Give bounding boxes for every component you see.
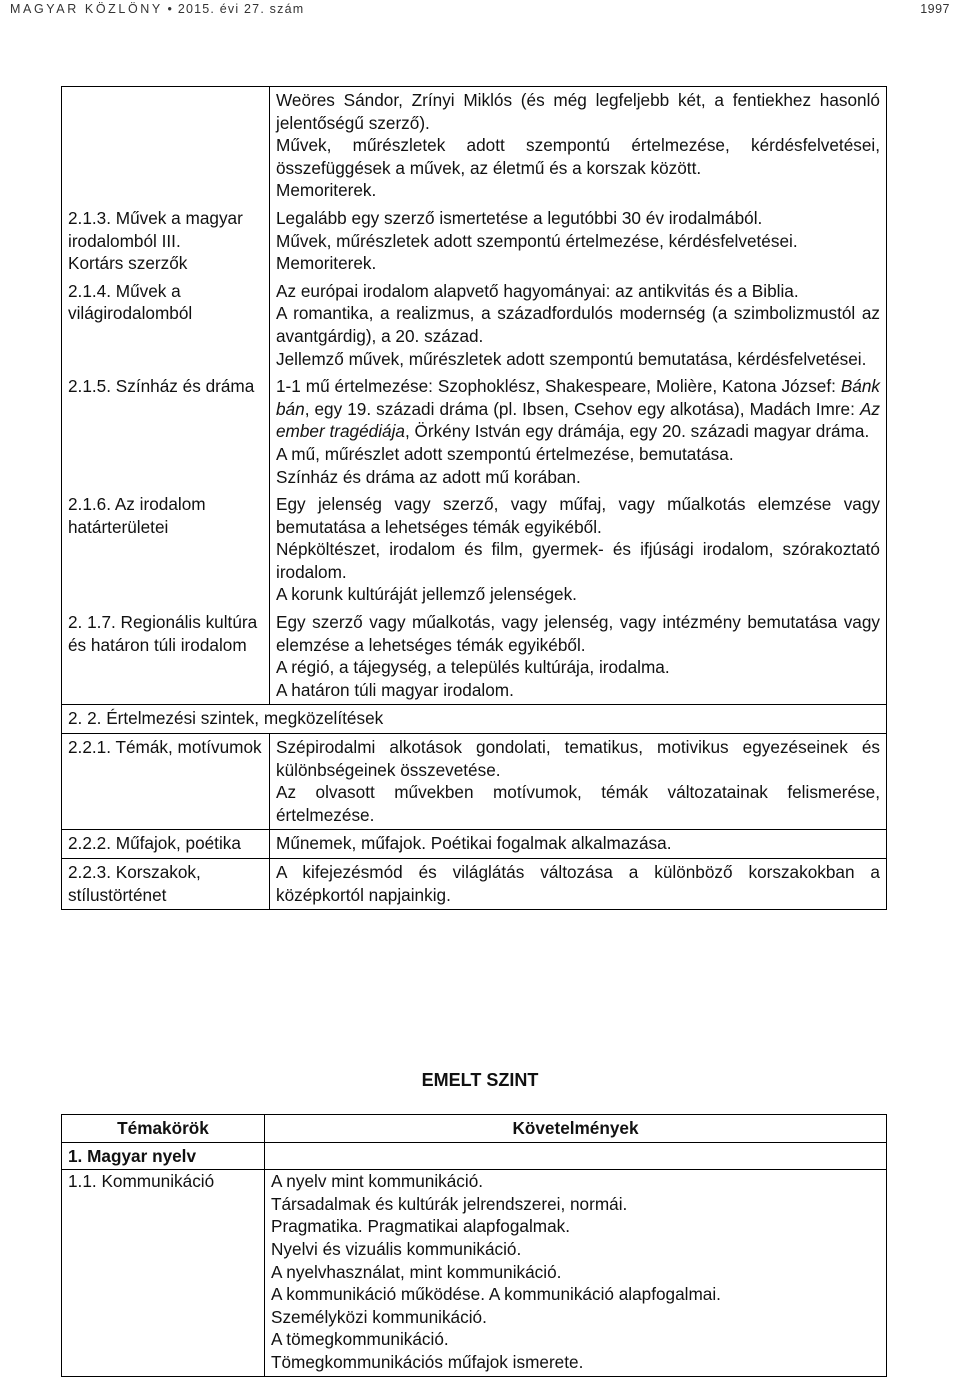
topic-cell [62, 87, 270, 205]
table-row [62, 491, 887, 609]
table-row [62, 859, 887, 910]
requirement-cell [270, 373, 887, 491]
requirement-line: Legalább egy szerző ismertetése a legutóbbi 30 év irodalmából. [276, 207, 763, 228]
requirement-line: Művek, műrészletek adott szempontú értelmezése, kérdésfelvetései. [276, 230, 798, 251]
header-left [10, 2, 304, 16]
topic-cell [62, 734, 270, 830]
table-row [62, 609, 887, 705]
requirement-line: Népköltészet, irodalom és film, gyermek- és ifjúsági irodalom, szórakoztató irodalom. [276, 539, 880, 582]
topic-cell [62, 609, 270, 705]
section-heading: 2. 2. Értelmezési szintek, megközelítések [62, 705, 887, 734]
table-row [62, 1170, 887, 1376]
requirement-line: A romantika, a realizmus, a századfordulós modernség (a szimbolizmustól az avantgárdig), a 20. század. [276, 303, 880, 346]
requirement-line: Az olvasott művekben motívumok, témák változatainak felismerése, értelmezése. [276, 782, 880, 825]
table-row [62, 830, 887, 859]
requirement-line: Az európai irodalom alapvető hagyományai: az antikvitás és a Biblia. [276, 280, 799, 301]
requirement-line: Memoriterek. [276, 180, 377, 201]
requirement-cell [270, 859, 887, 910]
requirement-cell [270, 830, 887, 859]
requirement-line: A korunk kultúráját jellemző jelenségek. [276, 584, 577, 605]
requirement-cell [270, 734, 887, 830]
requirement-line: Szépirodalmi alkotások gondolati, tematikus, motivikus egyezéseinek és különbségeinek összevetése. [276, 737, 880, 780]
requirement-line: Memoriterek. [276, 253, 377, 274]
section-heading: 1. Magyar nyelv [62, 1142, 265, 1170]
header-row [62, 1115, 887, 1143]
requirement-line: Jellemző művek, műrészletek adott szempontú bemutatása, kérdésfelvetései. [276, 348, 867, 369]
requirement-cell [270, 491, 887, 609]
table-row [62, 278, 887, 373]
requirement-cell [265, 1170, 887, 1376]
page-number: 1997 [920, 2, 950, 16]
requirement-line: Társadalmak és kultúrák jelrendszerei, normái. [271, 1193, 628, 1214]
text-run: , Örkény István egy drámája, egy 20. századi magyar dráma. [404, 421, 870, 442]
requirement-line: Egy szerző vagy műalkotás, vagy jelenség, vagy intézmény bemutatása vagy elemzése a lehetséges témák egyikéből. [276, 612, 880, 655]
topic-cell [62, 278, 270, 373]
publication-name: MAGYAR KÖZLÖNY [10, 2, 163, 16]
empty-cell [265, 1142, 887, 1170]
column-header-requirements: Követelmények [265, 1115, 887, 1143]
requirement-line: A kommunikáció működése. A kommunikáció alapfogalmai. [271, 1284, 721, 1305]
topic-title: 2.1.6. Az irodalom határterületei [68, 494, 206, 537]
requirement-line: Pragmatika. Pragmatikai alapfogalmak. [271, 1216, 571, 1237]
topic-cell [62, 859, 270, 910]
text-run: 1-1 mű értelmezése: Szophoklész, Shakespeare, Molière, Katona József: [276, 376, 841, 397]
requirement-paragraph [276, 375, 880, 443]
topic-cell [62, 205, 270, 278]
table-row [62, 373, 887, 491]
requirement-cell [270, 278, 887, 373]
table-row [62, 734, 887, 830]
topic-title: 2. 1.7. Regionális kultúra és határon túli irodalom [68, 612, 258, 655]
requirement-line: Műnemek, műfajok. Poétikai fogalmak alkalmazása. [276, 833, 672, 854]
requirements-table [61, 86, 887, 910]
requirement-cell [270, 609, 887, 705]
emelt-table [61, 1114, 887, 1377]
requirement-line: Nyelvi és vizuális kommunikáció. [271, 1238, 522, 1259]
topic-title: 2.2.2. Műfajok, poétika [68, 833, 241, 854]
topic-title: 1.1. Kommunikáció [62, 1170, 265, 1376]
topic-title: 2.1.5. Színház és dráma [68, 376, 255, 397]
emelt-szint-title: EMELT SZINT [421, 1070, 539, 1090]
text-run: , egy 19. századi dráma (pl. Ibsen, Csehov egy alkotása), Madách Imre: [304, 398, 860, 419]
requirement-line: Színház és dráma az adott mű korában. [276, 466, 581, 487]
topic-cell [62, 373, 270, 491]
column-header-topics: Témakörök [62, 1115, 265, 1143]
requirement-cell [270, 205, 887, 278]
requirement-line: A tömegkommunikáció. [271, 1329, 449, 1350]
section-row [62, 1142, 887, 1170]
page-header [10, 2, 950, 22]
requirement-line: Weöres Sándor, Zrínyi Miklós (és még legfeljebb két, a fentiekhez hasonló jelentőségű szerző). [276, 90, 880, 133]
work-title: Bánk bán [276, 376, 880, 419]
table-row [62, 87, 887, 205]
topic-title: 2.1.3. Művek a magyar irodalomból III. [68, 207, 243, 251]
section-row [62, 705, 887, 734]
topic-subtitle: Kortárs szerzők [68, 253, 188, 274]
requirement-line: Művek, műrészletek adott szempontú értelmezése, kérdésfelvetései, összefüggések a művek, az életmű és a korszak között. [276, 135, 880, 178]
requirement-cell [270, 87, 887, 205]
topic-cell [62, 830, 270, 859]
requirement-line: A régió, a tájegység, a település kultúrája, irodalma. [276, 657, 670, 678]
requirement-line: Egy jelenség vagy szerző, vagy műfaj, vagy műalkotás elemzése vagy bemutatása a lehetséges témák egyikéből. [276, 494, 880, 537]
requirement-line: Személyközi kommunikáció. [271, 1306, 487, 1327]
requirement-line: A mű, műrészlet adott szempontú értelmezése, bemutatása. [276, 443, 734, 464]
requirement-line: A nyelv mint kommunikáció. [271, 1171, 484, 1192]
table-row [62, 205, 887, 278]
requirement-line: A kifejezésmód és világlátás változása a különböző korszakokban a középkortól napjainkig. [276, 862, 880, 905]
topic-cell [62, 491, 270, 609]
requirement-line: Tömegkommunikációs műfajok ismerete. [271, 1351, 584, 1372]
requirement-line: A határon túli magyar irodalom. [276, 679, 514, 700]
topic-title: 2.1.4. Művek a világirodalomból [68, 280, 193, 324]
header-separator: • [167, 2, 174, 16]
issue-label: 2015. évi 27. szám [177, 2, 305, 16]
topic-title: 2.2.3. Korszakok, stílustörténet [68, 862, 201, 905]
requirement-line: A nyelvhasználat, mint kommunikáció. [271, 1261, 562, 1282]
topic-title: 2.2.1. Témák, motívumok [68, 737, 262, 758]
work-title: Az ember tragédiája [276, 398, 880, 442]
